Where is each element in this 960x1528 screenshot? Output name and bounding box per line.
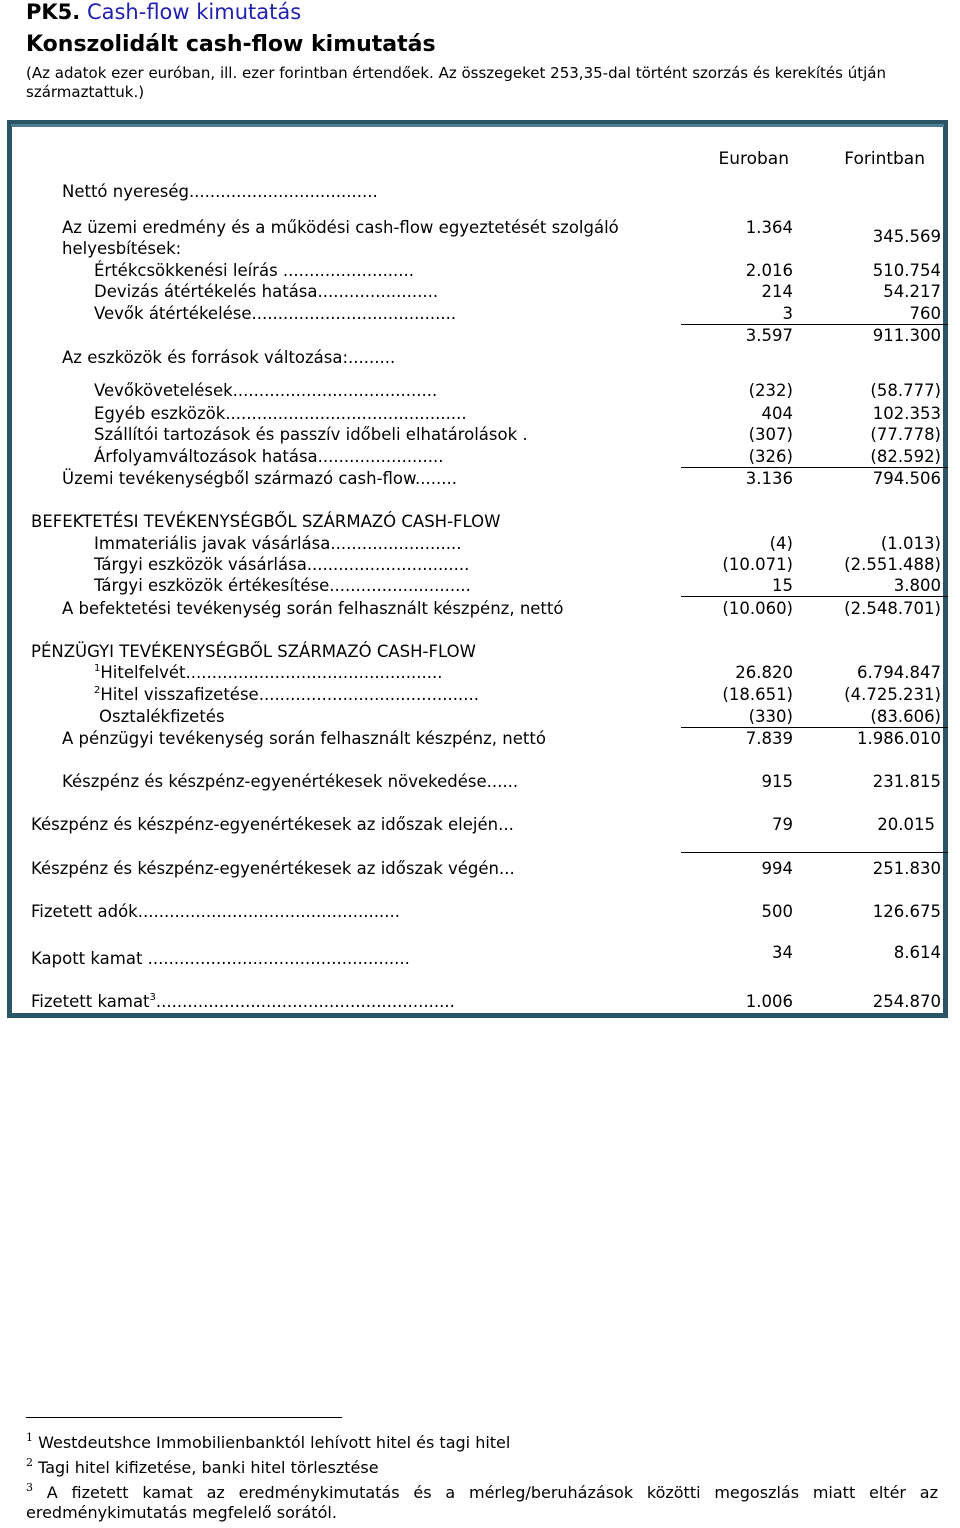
- value-eur: 34: [772, 943, 793, 962]
- value-huf: (82.592): [870, 447, 941, 466]
- row-label: Egyéb eszközök..............................................: [94, 404, 467, 423]
- row-label: Immateriális javak vásárlása.........................: [94, 534, 462, 553]
- value-eur: (326): [748, 447, 793, 466]
- footnote-3: [26, 1483, 938, 1523]
- subtotal-rule: [681, 467, 948, 468]
- row-label: Az üzemi eredmény és a működési cash-flow egyeztetését szolgáló: [62, 218, 619, 237]
- row-label: Készpénz és készpénz-egyenértékesek az időszak elején...: [31, 815, 514, 834]
- section-heading: BEFEKTETÉSI TEVÉKENYSÉGBŐL SZÁRMAZÓ CASH-FLOW: [31, 512, 501, 531]
- row-label: Fizetett kamat: [31, 992, 150, 1011]
- footnote-mark: 1: [94, 663, 101, 674]
- value-huf: 231.815: [872, 772, 941, 791]
- row-label: Hitel visszafizetése..........................................: [100, 685, 479, 704]
- value-eur: 1.006: [745, 992, 793, 1011]
- row-subtotal: [12, 326, 953, 346]
- row-cash-increase: [12, 772, 953, 792]
- row-operating-cashflow: [12, 469, 953, 489]
- value-eur: 2.016: [745, 261, 793, 280]
- row-label: Az eszközök és források változása:.........: [62, 348, 396, 367]
- section-code: PK5. Cash-flow kimutatás: [26, 0, 302, 24]
- row-label: Készpénz és készpénz-egyenértékesek növekedése......: [62, 772, 519, 791]
- section-title: Cash-flow kimutatás: [86, 0, 302, 24]
- row-fx-changes: [12, 447, 953, 467]
- row-label: Üzemi tevékenységből származó cash-flow........: [62, 469, 457, 488]
- subtotal-rule: [681, 324, 948, 325]
- row-label: Nettó nyereség....................................: [62, 182, 378, 201]
- value-huf: 911.300: [872, 326, 941, 345]
- value-eur: 3: [782, 304, 793, 323]
- row-financing-net: [12, 729, 953, 749]
- value-huf: 251.830: [872, 859, 941, 878]
- footnote-mark: 2: [26, 1456, 33, 1469]
- row-dividend: [12, 707, 953, 727]
- value-eur: 26.820: [735, 663, 793, 682]
- value-eur: 3.597: [745, 326, 793, 345]
- row-label: Készpénz és készpénz-egyenértékesek az időszak végén...: [31, 859, 515, 878]
- value-huf: 20.015: [877, 815, 935, 834]
- row-cash-closing: [12, 859, 953, 879]
- row-adjustments-cont: [12, 239, 953, 259]
- value-huf: 760: [909, 304, 941, 323]
- value-huf: 794.506: [872, 469, 941, 488]
- column-header-huf: Forintban: [844, 149, 925, 169]
- row-fixed-asset-purchase: [12, 555, 953, 575]
- column-header-eur: Euroban: [718, 149, 789, 169]
- row-label: Tárgyi eszközök vásárlása...............................: [94, 555, 470, 574]
- row-loan-repayment: [12, 685, 953, 705]
- value-huf: 8.614: [893, 943, 941, 962]
- footnote-text: Tagi hitel kifizetése, banki hitel törlesztése: [38, 1458, 379, 1477]
- footnote-mark: 1: [26, 1431, 33, 1444]
- value-eur: (10.060): [722, 599, 793, 618]
- value-huf: (83.606): [870, 707, 941, 726]
- subtotal-rule: [681, 596, 948, 597]
- row-interest-received: [12, 943, 953, 969]
- row-label: Devizás átértékelés hatása.......................: [94, 282, 439, 301]
- value-huf: (58.777): [870, 381, 941, 400]
- row-label: Értékcsökkenési leírás .........................: [94, 261, 415, 280]
- value-eur: 7.839: [745, 729, 793, 748]
- footnote-1: [26, 1433, 938, 1453]
- cashflow-table-frame: [7, 120, 948, 1018]
- value-huf: 54.217: [883, 282, 941, 301]
- row-financing-heading: [12, 642, 953, 662]
- footnote-mark: 2: [94, 685, 101, 696]
- row-cash-opening: [12, 815, 953, 835]
- row-working-capital: [12, 348, 953, 368]
- footnote-text: A fizetett kamat az eredménykimutatás és a mérleg/beruházások közötti megoszlás miatt eltér az eredménykimutatás megfelelő sorától.: [26, 1483, 938, 1522]
- page-title: Konszolidált cash-flow kimutatás: [26, 32, 436, 57]
- value-huf: 1.986.010: [857, 729, 941, 748]
- value-huf: 6.794.847: [857, 663, 941, 682]
- value-eur: (330): [748, 707, 793, 726]
- value-eur: 3.136: [745, 469, 793, 488]
- value-eur: (4): [769, 534, 793, 553]
- row-investing-heading: [12, 512, 953, 532]
- footnote-text: Westdeutshce Immobilienbanktól lehívott hitel és tagi hitel: [38, 1433, 511, 1452]
- footnote-mark: 3: [149, 992, 156, 1003]
- value-eur: 79: [772, 815, 793, 834]
- value-huf: (4.725.231): [844, 685, 941, 704]
- row-loan-drawdown: [12, 663, 953, 683]
- value-huf: 510.754: [872, 261, 941, 280]
- row-receivables: [12, 381, 953, 401]
- row-interest-paid: [12, 992, 953, 1012]
- row-receivable-revaluation: [12, 304, 953, 324]
- value-eur: 404: [761, 404, 793, 423]
- value-eur: (307): [748, 425, 793, 444]
- row-label: Hitelfelvét.................................................: [100, 663, 443, 682]
- value-huf: 254.870: [872, 992, 941, 1011]
- row-intangibles: [12, 534, 953, 554]
- row-fx-revaluation: [12, 282, 953, 302]
- footnote-mark: 3: [26, 1481, 33, 1494]
- row-payables: [12, 425, 953, 445]
- subtotal-rule: [681, 852, 948, 853]
- units-note: (Az adatok ezer euróban, ill. ezer forintban értendőek. Az összegeket 253,35-dal történt szorzás és kerekítés útján származtattuk.): [26, 64, 886, 101]
- value-eur: 915: [761, 772, 793, 791]
- value-huf: (1.013): [880, 534, 941, 553]
- row-net-profit: [12, 182, 953, 202]
- value-eur: (232): [748, 381, 793, 400]
- row-label: Árfolyamváltozások hatása........................: [94, 447, 444, 466]
- value-eur: (18.651): [722, 685, 793, 704]
- value-eur: 500: [761, 902, 793, 921]
- row-label: A befektetési tevékenység során felhasznált készpénz, nettó: [62, 599, 564, 618]
- value-eur: 994: [761, 859, 793, 878]
- subtotal-rule: [681, 727, 948, 728]
- row-label: Vevőkövetelések.......................................: [94, 381, 438, 400]
- row-taxes-paid: [12, 902, 953, 922]
- row-other-assets: [12, 404, 953, 424]
- row-label: helyesbítések:: [62, 239, 182, 258]
- value-eur: (10.071): [722, 555, 793, 574]
- value-huf: (77.778): [870, 425, 941, 444]
- row-depreciation: [12, 261, 953, 281]
- row-investing-net: [12, 599, 953, 619]
- footnote-separator: [26, 1417, 342, 1418]
- row-label-leader: .........................................................: [155, 992, 455, 1011]
- row-adjustments: [12, 218, 953, 246]
- section-heading: PÉNZÜGYI TEVÉKENYSÉGBŐL SZÁRMAZÓ CASH-FLOW: [31, 642, 476, 661]
- value-huf: 345.569: [872, 227, 941, 246]
- row-label: A pénzügyi tevékenység során felhasznált készpénz, nettó: [62, 729, 546, 748]
- value-huf: 3.800: [893, 576, 941, 595]
- row-label: Szállítói tartozások és passzív időbeli elhatárolások .: [94, 425, 528, 444]
- value-huf: (2.548.701): [844, 599, 941, 618]
- value-huf: 102.353: [872, 404, 941, 423]
- row-fixed-asset-sale: [12, 576, 953, 596]
- value-eur: 1.364: [745, 218, 793, 237]
- row-label: Osztalékfizetés: [99, 707, 225, 726]
- value-eur: 214: [761, 282, 793, 301]
- value-huf: 126.675: [872, 902, 941, 921]
- row-label: Tárgyi eszközök értékesítése...........................: [94, 576, 471, 595]
- value-huf: (2.551.488): [844, 555, 941, 574]
- row-label: Kapott kamat ..................................................: [31, 949, 410, 968]
- row-label: Fizetett adók..................................................: [31, 902, 400, 921]
- footnote-2: [26, 1458, 938, 1478]
- value-eur: 15: [772, 576, 793, 595]
- row-label: Vevők átértékelése.......................................: [94, 304, 457, 323]
